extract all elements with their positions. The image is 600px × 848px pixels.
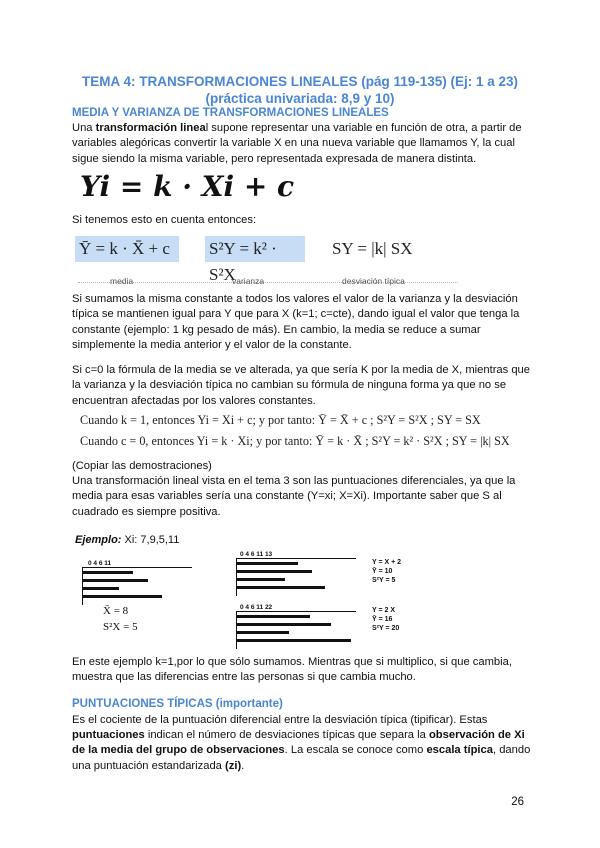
page-title-line2: (práctica univariada: 8,9 y 10) bbox=[205, 91, 395, 106]
page-title-line1: TEMA 4: TRANSFORMACIONES LINEALES (pág 119-135) (Ej: 1 a 23) bbox=[81, 74, 519, 89]
left-mean: X̄ = 8 bbox=[103, 605, 129, 617]
case-c-equals-0: Cuando c = 0, entonces Yi = k · Xi; y por tanto: Ȳ = k · X̄ ; S²Y = k² · S²X ; SY = |k| SX bbox=[80, 434, 510, 448]
paragraph-suma-constante: Si sumamos la misma constante a todos los valores el valor de la varianza y la desviación típica se mantienen igual para Y que para X (k=1; c=cte), dando igual el valor que tenga la constante (ejemplo: 1 kg pesado de más). En cambio, la media se reduce a sumar simplemente la media anterior y el valor de la constante. bbox=[72, 293, 520, 352]
left-chart-ticks: 0 4 6 11 bbox=[88, 560, 112, 567]
caption-desviacion: desviación típica bbox=[342, 276, 405, 286]
right-top-chart-bar-4 bbox=[237, 586, 325, 589]
right-top-chart-bar-1 bbox=[237, 562, 298, 565]
paragraph-si-tenemos: Si tenemos esto en cuenta entonces: bbox=[72, 214, 257, 226]
formula-desviacion: SY = |k| SX bbox=[332, 239, 413, 258]
paragraph-puntuaciones-diferenciales: Una transformación lineal vista en el tema 3 son las puntuaciones diferenciales, ya que la media para esas variables sería una constante (Y=xi; X=Xi). Importante saber que S al cuadrado es siempre positiva. bbox=[72, 475, 516, 518]
main-equation: Yi = k · Xi + c bbox=[80, 170, 295, 203]
paragraph-cociente: Es el cociente de la puntuación diferencial entre la desviación típica (tipificar). Estas bbox=[72, 714, 488, 726]
right-bottom-chart-bar-3 bbox=[237, 631, 289, 634]
formula-media: Ȳ = k · X̄ + c bbox=[75, 236, 179, 262]
paragraph-puntuaciones-definicion: puntuaciones indican el número de desviaciones típicas que separa la observación de Xi de la media del grupo de observaciones. La escala se conoce como escala típica, dando una puntuación estandarizada (zi). bbox=[72, 729, 531, 772]
right-top-axis bbox=[236, 558, 356, 559]
left-variance: S²X = 5 bbox=[103, 621, 138, 633]
left-chart-axis bbox=[82, 567, 192, 568]
case-k-equals-1: Cuando k = 1, entonces Yi = Xi + c; y por tanto: Ȳ = X̄ + c ; S²Y = S²X ; SY = SX bbox=[80, 413, 481, 427]
formula-varianza: S²Y = k² · S²X bbox=[205, 236, 305, 262]
section-heading-puntuaciones-tipicas: PUNTUACIONES TÍPICAS (importante) bbox=[72, 698, 283, 710]
caption-varianza: varianza bbox=[232, 276, 265, 286]
right-bottom-axis bbox=[236, 611, 356, 612]
right-bottom-chart-bar-1 bbox=[237, 615, 310, 618]
right-bottom-info: Y = 2 X Ȳ = 16 S²Y = 20 bbox=[372, 607, 400, 632]
paragraph-ejemplo-explicacion: En este ejemplo k=1,por lo que sólo sumamos. Mientras que si multiplico, si que cambia, muestra que las diferencias entre las personas si que cambia mucho. bbox=[72, 656, 512, 684]
paragraph-c-cero: Si c=0 la fórmula de la media se ve alterada, ya que sería K por la media de X, mientras que la varianza y la desviación típica no cambian su fórmula de ninguna forma ya que no se encuentran afectadas por los valores constantes. bbox=[72, 364, 531, 407]
example-label: Ejemplo: Xi: 7,9,5,11 bbox=[75, 534, 180, 546]
section-heading-media-varianza: MEDIA Y VARIANZA DE TRANSFORMACIONES LINEALES bbox=[72, 107, 389, 119]
paragraph-copiar: (Copiar las demostraciones) bbox=[72, 460, 212, 472]
right-top-chart-bar-2 bbox=[237, 570, 312, 573]
right-bottom-chart-bar-2 bbox=[237, 623, 331, 626]
paragraph-intro: Una transformación lineal supone representar una variable en función de otra, a partir de variables alegóricas convertir la variable X en una nueva variable que llamamos Y, la cual sigue siendo la misma variable, pero representada expresada de manera distinta. bbox=[72, 122, 522, 165]
page-number: 26 bbox=[511, 796, 524, 808]
left-chart-bar-1 bbox=[83, 571, 133, 574]
left-chart-bar-3 bbox=[83, 587, 119, 590]
caption-media: media bbox=[110, 276, 134, 286]
left-chart-bar-2 bbox=[83, 579, 148, 582]
right-top-chart-bar-3 bbox=[237, 578, 285, 581]
left-chart-bar-4 bbox=[83, 595, 162, 598]
right-top-ticks: 0 4 6 11 13 bbox=[240, 551, 273, 558]
right-bottom-chart-bar-4 bbox=[237, 639, 351, 642]
right-bottom-ticks: 0 4 6 11 22 bbox=[240, 604, 273, 611]
right-top-info: Y = X + 2 Ȳ = 10 S²Y = 5 bbox=[372, 559, 402, 584]
